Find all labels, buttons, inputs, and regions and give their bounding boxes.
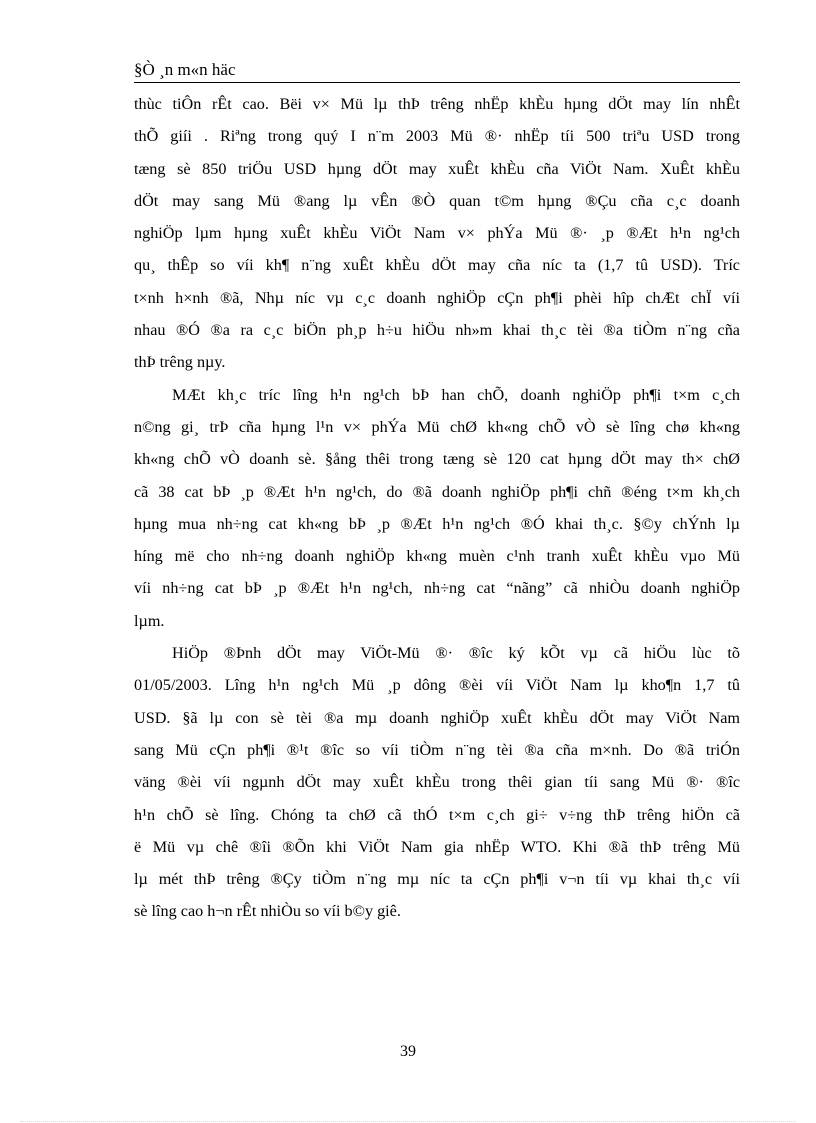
text-line: n©ng gi¸ trÞ cña hµng l¹n v× phÝa Mü chØ kh«ng chÕ vÒ sè lîng chø kh«ng [134, 417, 740, 436]
text-line: thùc tiÔn rÊt cao. Bëi v× Mü lµ thÞ trêng nhËp khÈu hµng dÖt may lín nhÊt [134, 95, 740, 113]
text-line: híng më cho nh÷ng doanh nghiÖp kh«ng muèn c¹nh tranh xuÊt khÈu vµo Mü [134, 547, 740, 566]
footer-divider [20, 1121, 796, 1122]
text-line: sang Mü cÇn ph¶i ®¹t ®îc so víi tiÒm n¨ng tèi ®a cña m×nh. Do ®ã triÓn [134, 740, 740, 759]
text-line: thÞ trêng nµy. [134, 353, 226, 372]
text-line: HiÖp ®Þnh dÖt may ViÖt-Mü ®· ®îc ký kÕt vµ cã hiÖu lùc tõ [172, 644, 740, 663]
header-title: §Ò ¸n m«n häc [134, 60, 236, 79]
text-line: nhau ®Ó ®a ra c¸c biÖn ph¸p h÷u hiÖu nh»m khai th¸c tèi ®a tiÒm n¨ng cña [134, 321, 740, 340]
text-line: nghiÖp lµm hµng xuÊt khÈu ViÖt Nam v× phÝa Mü ®· ¸p ®Æt h¹n ng¹ch [134, 224, 740, 243]
text-line: h¹n chÕ sè lîng. Chóng ta chØ cã thÓ t×m c¸ch gi÷ v÷ng thÞ trêng hiÖn cã [134, 805, 740, 824]
text-line: lµm. [134, 611, 165, 630]
text-line: t×nh h×nh ®ã, Nhµ níc vµ c¸c doanh nghiÖp cÇn ph¶i phèi hîp chÆt chÏ víi [134, 288, 740, 307]
text-line: USD. §ã lµ con sè tèi ®a mµ doanh nghiÖp xuÊt khÈu dÖt may ViÖt Nam [134, 708, 740, 727]
text-line: thÕ giíi . Riªng trong quý I n¨m 2003 Mü ®· nhËp tíi 500 triªu USD trong [134, 127, 740, 146]
text-line: qu¸ thÊp so víi kh¶ n¨ng xuÊt khÈu dÖt may cña níc ta (1,7 tû USD). Tríc [134, 256, 740, 275]
text-line: kh«ng chÕ vÒ doanh sè. §ång thêi trong tæng sè 120 cat hµng dÖt may th× chØ [134, 450, 740, 469]
text-line: MÆt kh¸c tríc lîng h¹n ng¹ch bÞ han chÕ, doanh nghiÖp ph¶i t×m c¸ch [172, 385, 740, 404]
text-line: lµ mét thÞ trêng ®Çy tiÒm n¨ng mµ níc ta cÇn ph¶i v¬n tíi vµ khai th¸c víi [134, 870, 740, 889]
body-text [134, 88, 740, 928]
text-line: 01/05/2003. Lîng h¹n ng¹ch Mü ¸p dông ®èi víi ViÖt Nam lµ kho¶n 1,7 tû [134, 676, 740, 695]
page-header [134, 56, 740, 83]
text-line: cã 38 cat bÞ ¸p ®Æt h¹n ng¹ch, do ®ã doanh nghiÖp ph¶i chñ ®éng t×m kh¸ch [134, 482, 740, 501]
text-line: sè lîng cao h¬n rÊt nhiÒu so víi b©y giê. [134, 902, 401, 921]
text-line: dÖt may sang Mü ®ang lµ vÊn ®Ò quan t©m hµng ®Çu cña c¸c doanh [134, 191, 740, 210]
text-line: ë Mü vµ chê ®îi ®Õn khi ViÖt Nam gia nhËp WTO. Khi ®ã thÞ trêng Mü [134, 837, 740, 856]
text-line: tæng sè 850 triÖu USD hµng dÖt may xuÊt khÈu cña ViÖt Nam. XuÊt khÈu [134, 159, 740, 178]
text-line: víi nh÷ng cat bÞ ¸p ®Æt h¹n ng¹ch, nh÷ng cat “nãng” cã nhiÒu doanh nghiÖp [134, 579, 740, 598]
text-line: väng ®èi víi ngµnh dÖt may xuÊt khÈu trong thêi gian tíi sang Mü ®· ®îc [134, 773, 740, 792]
page-number: 39 [400, 1043, 416, 1060]
text-line: hµng mua nh÷ng cat kh«ng bÞ ¸p ®Æt h¹n ng¹ch ®Ó khai th¸c. §©y chÝnh lµ [134, 514, 740, 533]
